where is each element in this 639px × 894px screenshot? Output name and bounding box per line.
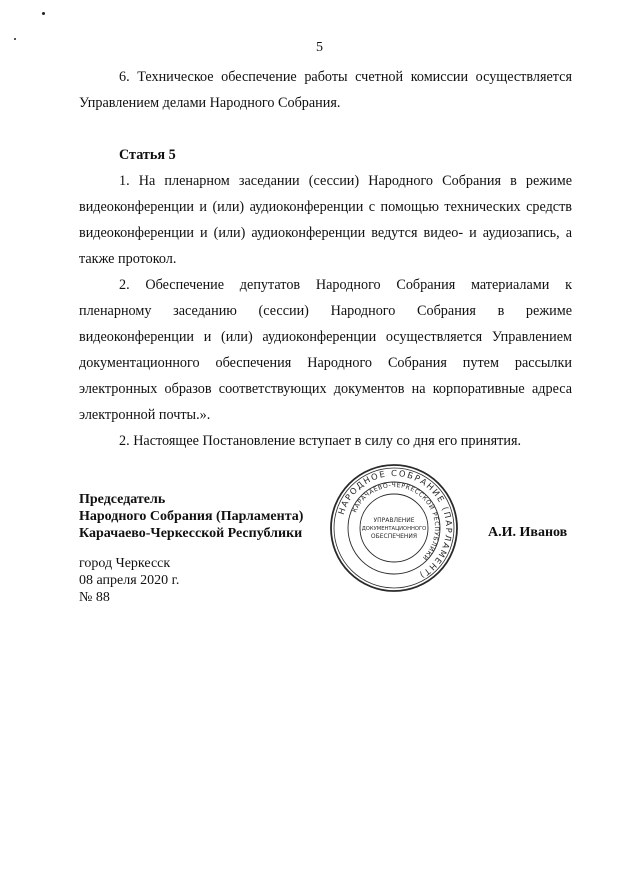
seal-center-line-3: ОБЕСПЕЧЕНИЯ bbox=[370, 533, 418, 540]
signatory-title-line-3: Карачаево-Черкесской Республики bbox=[79, 526, 303, 541]
document-body bbox=[79, 64, 572, 454]
seal-inner-text-path: КАРАЧАЕВО-ЧЕРКЕССКОЙ РЕСПУБЛИКИ bbox=[351, 481, 441, 562]
article-heading: Статья 5 bbox=[119, 147, 176, 163]
official-seal-stamp bbox=[329, 463, 459, 593]
final-paragraph: 2. Настоящее Постановление вступает в силу со дня его принятия. bbox=[119, 433, 522, 449]
seal-center-line-1: УПРАВЛЕНИЕ bbox=[373, 517, 415, 524]
page-number: 5 bbox=[316, 40, 323, 55]
signatory-name: А.И. Иванов bbox=[488, 525, 568, 540]
paragraph-6: 6. Техническое обеспечение работы счетной комиссии осуществляется Управлением делами Народного Собрания. bbox=[79, 69, 572, 111]
signatory-title bbox=[79, 491, 303, 542]
spacer bbox=[79, 116, 572, 142]
seal-center-line-2: ДОКУМЕНТАЦИОННОГО bbox=[361, 526, 427, 532]
seal-outer-text-path: НАРОДНОЕ СОБРАНИЕ (ПАРЛАМЕНТ) bbox=[335, 467, 455, 582]
signatory-title-line-2: Народного Собрания (Парламента) bbox=[79, 509, 304, 524]
scan-speck bbox=[42, 12, 45, 15]
place-date-number bbox=[79, 555, 179, 606]
article-5-paragraph-2: 2. Обеспечение депутатов Народного Собрания материалами к пленарному заседанию (сессии) Народного Собрания в режиме видеоконференции и (или) аудиоконференции осуществляется Управлением документационного обеспечения Народного Собрания путем рассылки электронных образов соответствующих документов на корпоративные адреса электронной почты.». bbox=[79, 277, 572, 423]
article-5-paragraph-1: 1. На пленарном заседании (сессии) Народного Собрания в режиме видеоконференции и (или) аудиоконференции с помощью технических средств видеоконференции и (или) аудиоконференции ведутся видео- и аудиозапись, а также протокол. bbox=[79, 173, 572, 267]
date: 08 апреля 2020 г. bbox=[79, 573, 180, 588]
document-number: № 88 bbox=[79, 590, 110, 605]
signatory-title-line-1: Председатель bbox=[79, 492, 166, 507]
city: город Черкесск bbox=[79, 556, 171, 571]
